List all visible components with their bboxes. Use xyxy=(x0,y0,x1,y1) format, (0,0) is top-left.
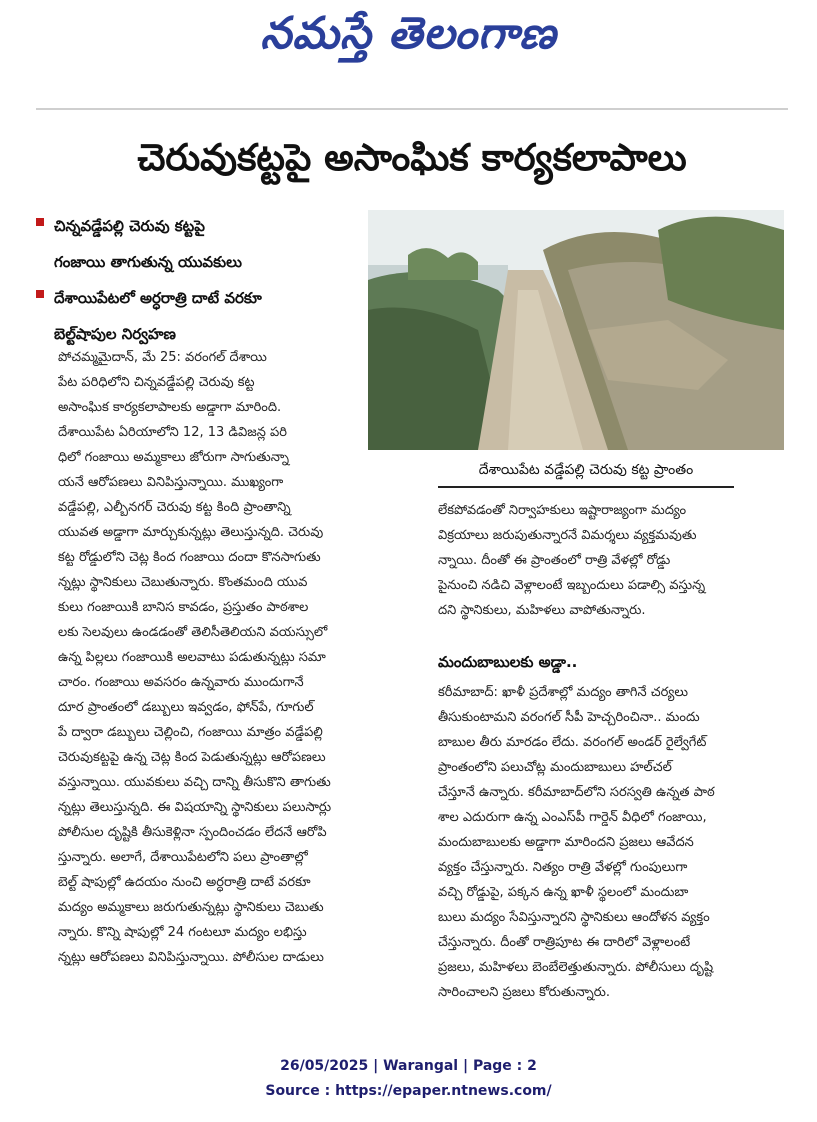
article-photo xyxy=(368,210,784,450)
highlight-line: బెల్ట్‌షాపుల నిర్వహణ xyxy=(54,325,176,343)
section-subheading: మందుబాబులకు అడ్డా.. xyxy=(438,653,578,671)
masthead-title: నమస్తే తెలంగాణ xyxy=(260,8,557,59)
body-line: బాబుల తీరు మారడం లేదు. వరంగల్ అండర్ రైల్వేగేట్ xyxy=(438,735,707,750)
body-line: న్నాయి. దీంతో ఈ ప్రాంతంలో రాత్రి వేళల్లో రోడ్డు xyxy=(438,553,671,568)
body-line: పే ద్వారా డబ్బులు చెల్లించి, గంజాయి మాత్రం వడ్డేపల్లి xyxy=(58,725,323,740)
body-line: తీసుకుంటామని వరంగల్ సీపీ హెచ్చరించినా.. మందు xyxy=(438,710,700,725)
body-line: చేస్తూనే ఉన్నారు. కరీమాబాద్‌లోని సరస్వతి ఉన్నత పాఠ xyxy=(438,785,715,800)
body-line: బెల్ట్ షాపుల్లో ఉదయం నుంచి అర్ధరాత్రి దాటే వరకూ xyxy=(58,875,311,890)
body-line: చేస్తున్నారు. దీంతో రాత్రిపూట ఈ దారిలో వెళ్లాలంటే xyxy=(438,935,691,950)
body-line: పేట పరిధిలోని చిన్నవడ్డేపల్లి చెరువు కట్ట xyxy=(58,375,255,390)
body-line: పోచమ్మమైదాన్, మే 25: వరంగల్ దేశాయి xyxy=(58,350,267,365)
body-line: దని స్థానికులు, మహిళలు వాపోతున్నారు. xyxy=(438,603,646,618)
highlight-line: గంజాయి తాగుతున్న యువకులు xyxy=(54,253,242,271)
body-line: మద్యం అమ్మకాలు జరుగుతున్నట్లు స్థానికులు చెబుతు xyxy=(58,900,324,915)
red-square-bullet-icon xyxy=(36,290,44,298)
red-square-bullet-icon xyxy=(36,218,44,226)
body-line: పైనుంచి నడిచి వెళ్లాలంటే ఇబ్బందులు పడాల్సి వస్తున్న xyxy=(438,578,706,593)
body-line: అసాంఘిక కార్యకలాపాలకు అడ్డాగా మారింది. xyxy=(58,400,282,415)
footer-source: Source : https://epaper.ntnews.com/ xyxy=(265,1083,552,1099)
body-line: మందుబాబులకు అడ్డాగా మారిందని ప్రజలు ఆవేదన xyxy=(438,835,694,850)
body-line: వచ్చి రోడ్డుపై, పక్కన ఉన్న ఖాళీ స్థలంలో మందుబా xyxy=(438,885,689,900)
highlights-list xyxy=(36,208,366,352)
body-line: చారం. గంజాయి అవసరం ఉన్నవారు ముందుగానే xyxy=(58,675,304,690)
body-line: పోలీసుల దృష్టికి తీసుకెళ్లినా స్పందించడం లేదనే ఆరోపి xyxy=(58,825,327,840)
body-line: ధిలో గంజాయి అమ్మకాలు జోరుగా సాగుతున్నా xyxy=(58,450,290,465)
body-line: స్తున్నారు. అలాగే, దేశాయిపేటలోని పలు ప్రాంతాల్లో xyxy=(58,850,308,865)
body-line: ప్రజలు, మహిళలు బెంబేలెత్తుతున్నారు. పోలీసులు దృష్టి xyxy=(438,960,714,975)
body-line: లేకపోవడంతో నిర్వాహకులు ఇష్టారాజ్యంగా మద్యం xyxy=(438,503,687,518)
article-column-1 xyxy=(58,345,380,970)
highlight-line: చిన్నవడ్డేపల్లి చెరువు కట్టపై xyxy=(54,217,205,235)
article-column-3 xyxy=(438,680,784,1005)
body-line: కరీమాబాద్: ఖాళీ ప్రదేశాల్లో మద్యం తాగినే చర్యలు xyxy=(438,685,689,700)
article-headline: చెరువుకట్టపై అసాంఘిక కార్యకలాపాలు xyxy=(137,136,687,179)
body-line: వడ్డేపల్లి, ఎల్బీనగర్ చెరువు కట్ట కింది ప్రాంతాన్ని xyxy=(58,500,291,515)
body-line: న్నట్లు తెలుస్తున్నది. ఈ విషయాన్ని స్థానికులు పలుసార్లు xyxy=(58,800,332,815)
body-line: సారించాలని ప్రజలు కోరుతున్నారు. xyxy=(438,985,611,1000)
article-column-2 xyxy=(438,498,784,623)
body-line: దేశాయిపేట ఏరియాలోని 12, 13 డివిజన్ల పరి xyxy=(58,425,287,440)
body-line: బులు మద్యం సేవిస్తున్నారని స్థానికులు ఆందోళన వ్యక్తం xyxy=(438,910,710,925)
body-line: దూర ప్రాంతంలో డబ్బులు ఇవ్వడం, ఫోన్‌పే, గూగుల్ xyxy=(58,700,314,715)
body-line: యనే ఆరోపణలు వినిపిస్తున్నాయి. ముఖ్యంగా xyxy=(58,475,284,490)
footer-edition-info: 26/05/2025 | Warangal | Page : 2 xyxy=(280,1058,537,1074)
body-line: న్నారు. కొన్ని షాపుల్లో 24 గంటలూ మద్యం లభిస్తు xyxy=(58,925,307,940)
body-line: శాల ఎదురుగా ఉన్న ఎంఎస్‌పీ గార్డెన్ వీధిలో గంజాయి, xyxy=(438,810,707,825)
body-line: కులు గంజాయికి బానిస కావడం, ప్రస్తుతం పాఠశాల xyxy=(58,600,309,615)
photo-caption: దేశాయిపేట వడ్డేపల్లి చెరువు కట్ట ప్రాంతం xyxy=(438,458,734,488)
masthead-divider xyxy=(36,108,788,110)
body-line: యువత అడ్డాగా మార్చుకున్నట్లు తెలుస్తున్నది. చెరువు xyxy=(58,525,324,540)
highlight-item xyxy=(36,280,366,352)
highlight-line: దేశాయిపేటలో అర్ధరాత్రి దాటే వరకూ xyxy=(54,289,262,307)
body-line: న్నట్లు ఆరోపణలు వినిపిస్తున్నాయి. పోలీసుల దాడులు xyxy=(58,950,324,965)
body-line: ప్రాంతంలోని పలుచోట్ల మందుబాబులు హల్‌చల్ xyxy=(438,760,672,775)
body-line: లకు సెలవులు ఉండడంతో తెలిసీతెలియని వయస్సులో xyxy=(58,625,328,640)
body-line: విక్రయాలు జరుపుతున్నారనే విమర్శలు వ్యక్తమవుతు xyxy=(438,528,697,543)
body-line: ఉన్న పిల్లలు గంజాయికి అలవాటు పడుతున్నట్లు సమా xyxy=(58,650,326,665)
body-line: చెరువుకట్టపై ఉన్న చెట్ల కింద పెడుతున్నట్లు ఆరోపణలు xyxy=(58,750,326,765)
body-line: వ్యక్తం చేస్తున్నారు. నిత్యం రాత్రి వేళల్లో గుంపులుగా xyxy=(438,860,688,875)
body-line: కట్ట రోడ్డులోని చెట్ల కింద గంజాయి దందా కొనసాగుతు xyxy=(58,550,321,565)
body-line: న్నట్లు స్థానికులు చెబుతున్నారు. కొంతమంది యువ xyxy=(58,575,308,590)
highlight-item xyxy=(36,208,366,280)
body-line: వస్తున్నాయి. యువకులు వచ్చి దాన్ని తీసుకొని తాగుతు xyxy=(58,775,331,790)
